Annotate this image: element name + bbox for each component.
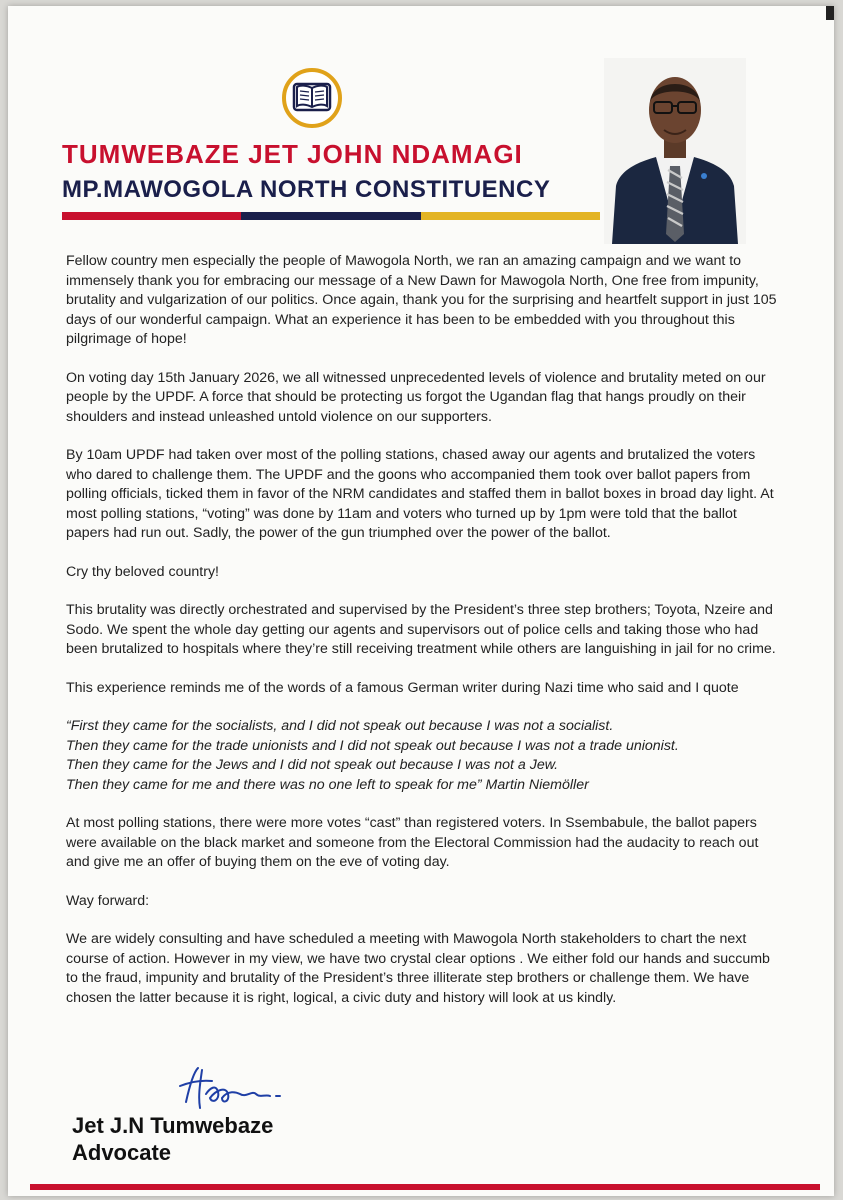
paragraph: Way forward: xyxy=(66,892,150,909)
signatory xyxy=(72,1112,273,1166)
candidate-role: MP.MAWOGOLA NORTH CONSTITUENCY xyxy=(62,176,551,203)
footer-bar xyxy=(30,1184,820,1190)
paragraph: Fellow country men especially the people of Mawogola North, we ran an amazing campaign and we want to immensely thank you for embracing our message of a New Dawn for Mawogola North, One free from impunity, brutality and vulgarization of our politics. Once again, thank you for the surprising and heartfelt support in just 105 days of our wonderful campaign. What an experience it has been to be embedded with you throughout this pilgrimage of hope! xyxy=(66,253,777,347)
signatory-title: Advocate xyxy=(72,1140,172,1165)
paragraph: This brutality was directly orchestrated and supervised by the President’s three step brothers; Toyota, Nzeire and Sodo. We spent the whole day getting our agents and supervisors out of police cells and taking those who had been brutalized to hospitals where they’re still receiving treatment while others are languishing in jail for no crime. xyxy=(66,602,776,657)
paragraph: At most polling stations, there were more votes “cast” than registered voters. In Ssembabule, the ballot papers were available on the black market and someone from the Electoral Commission had the audacity to reach out and give me an offer of buying them on the eve of voting day. xyxy=(66,815,759,870)
quote-line: Then they came for the Jews and I did not speak out because I was not a Jew. xyxy=(66,757,559,773)
paragraph: By 10am UPDF had taken over most of the polling stations, chased away our agents and brutalized the voters who dared to challenge them. The UPDF and the goons who accompanied them took over ballot papers from polling officials, ticked them in favor of the NRM candidates and staffed them in ballot boxes in broad day light. At most polling stations, “voting” was done by 11am and voters who turned up by 1pm were told that the ballot papers had run out. Sadly, the power of the gun triumphed over the power of the ballot. xyxy=(66,447,774,541)
paragraph: Cry thy beloved country! xyxy=(66,563,219,580)
quote-line: Then they came for the trade unionists and I did not speak out because I was not a trade unionist. xyxy=(66,737,679,754)
paragraph: We are widely consulting and have scheduled a meeting with Mawogola North stakeholders to chart the next course of action. However in my view, we have two crystal clear options . We either fold our hands and succumb to the fraud, impunity and brutality of the President’s three illiterate step brothers or challenge them. We have chosen the latter because it is right, logical, a civic duty and history will look at us kindly. xyxy=(66,931,770,1006)
portrait-photo xyxy=(604,58,746,244)
quote-line: Then they came for me and there was no one left to speak for me” Martin Niemöller xyxy=(66,776,589,793)
signatory-name: Jet J.N Tumwebaze xyxy=(72,1113,274,1138)
letter-body xyxy=(66,252,778,1027)
paragraph: This experience reminds me of the words of a famous German writer during Nazi time who said and I quote xyxy=(66,679,739,696)
niemoller-quote xyxy=(66,717,778,795)
letter-page xyxy=(8,6,834,1196)
candidate-name: TUMWEBAZE JET JOHN NDAMAGI xyxy=(62,139,523,169)
page-corner xyxy=(826,6,834,20)
quote-line: “First they came for the socialists, and I did not speak out because I was not a socialist. xyxy=(66,718,614,734)
paragraph: On voting day 15th January 2026, we all witnessed unprecedented levels of violence and brutality meted on our people by the UPDF. A force that should be protecting us forgot the Ugandan flag that hangs proudly on their shoulders and instead unleashed untold violence on our supporters. xyxy=(66,369,766,425)
flag-color-bar xyxy=(62,212,600,220)
open-book-icon xyxy=(282,68,342,128)
handwritten-signature xyxy=(176,1064,316,1116)
